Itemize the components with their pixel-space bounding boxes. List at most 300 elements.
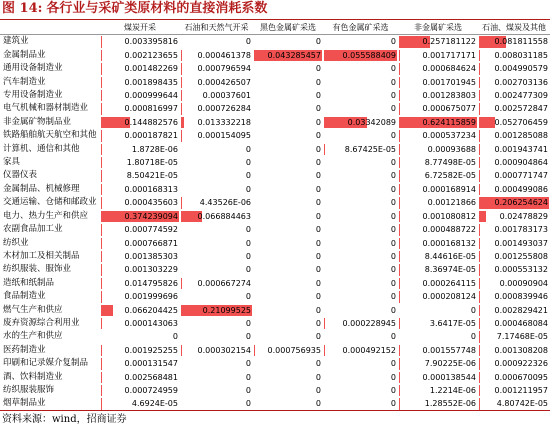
data-bar — [101, 130, 102, 141]
table-cell — [398, 263, 478, 276]
data-bar — [399, 251, 400, 262]
column-header: 石油、煤炭及其他 — [478, 21, 550, 35]
cell-value: 0 — [315, 144, 321, 154]
row-label: 纺织服装、服饰业 — [3, 264, 72, 275]
data-bar — [479, 238, 480, 249]
table-cell — [180, 304, 253, 317]
table-cell — [100, 237, 180, 250]
cell-value: 1.8728E-06 — [131, 144, 178, 154]
cell-value: 8.50421E-05 — [126, 171, 178, 181]
cell-value: 7.90225E-06 — [424, 359, 476, 369]
cell-value: 0 — [315, 359, 321, 369]
table-cell — [398, 62, 478, 75]
source-rule — [0, 410, 550, 411]
table-cell — [180, 384, 253, 397]
table-cell — [398, 371, 478, 384]
table-cell — [323, 89, 398, 102]
table-row — [0, 237, 550, 250]
cell-value: 0 — [390, 104, 396, 114]
table-row — [0, 263, 550, 276]
table-cell — [398, 35, 478, 49]
table-row — [0, 129, 550, 142]
table-cell — [398, 183, 478, 196]
cell-value: 0.000488722 — [422, 225, 476, 235]
cell-value: 0 — [390, 91, 396, 101]
data-bar — [399, 278, 400, 289]
cell-value: 3.6417E-05 — [429, 318, 476, 328]
row-label: 烟草制品业 — [3, 398, 46, 409]
table-cell — [100, 169, 180, 182]
cell-value: 0 — [315, 399, 321, 409]
cell-value: 0 — [315, 225, 321, 235]
data-bar — [181, 90, 182, 101]
cell-value: 0.000537234 — [422, 131, 476, 141]
data-bar — [181, 117, 184, 128]
cell-value: 0.000168313 — [124, 184, 178, 194]
data-bar — [101, 318, 102, 329]
table-row — [0, 290, 550, 303]
table-cell — [323, 49, 398, 62]
row-label: 医药制造业 — [3, 344, 46, 355]
table-cell — [323, 156, 398, 169]
table-cell — [398, 397, 478, 410]
table-cell — [478, 183, 550, 196]
cell-value: 0 — [315, 278, 321, 288]
data-bar — [479, 385, 480, 396]
cell-value: 0.00121866 — [427, 198, 476, 208]
table-cell — [253, 156, 323, 169]
data-bar — [479, 63, 480, 74]
data-bar — [479, 130, 480, 141]
table-cell — [180, 183, 253, 196]
cell-value: 0.013332218 — [197, 117, 251, 127]
cell-value: 0 — [390, 372, 396, 382]
table-cell — [180, 210, 253, 223]
column-header: 煤炭开采 — [100, 21, 180, 35]
data-bar — [324, 345, 325, 356]
table-row — [0, 35, 550, 49]
table-cell — [398, 277, 478, 290]
table-cell — [253, 183, 323, 196]
table-row — [0, 183, 550, 196]
row-label: 印刷和记录媒介复制品 — [3, 358, 89, 369]
figure-title-text: 各行业与采矿类原材料的直接消耗系数 — [46, 1, 268, 16]
cell-value: 0.066204425 — [124, 305, 178, 315]
data-bar — [399, 90, 400, 101]
table-row — [0, 89, 550, 102]
cell-value: 0.001285088 — [494, 131, 548, 141]
cell-value: 0 — [390, 292, 396, 302]
data-bar — [181, 130, 182, 141]
cell-value: 0.001303229 — [124, 265, 178, 275]
table-cell — [180, 237, 253, 250]
table-row — [0, 49, 550, 62]
cell-value: 0.001255808 — [494, 251, 548, 261]
cell-value: 0.21099525 — [202, 305, 251, 315]
data-bar — [479, 224, 480, 235]
table-row — [0, 196, 550, 209]
cell-value: 8.67425E-05 — [344, 144, 396, 154]
table-cell — [323, 330, 398, 343]
cell-value: 0.144882576 — [124, 117, 178, 127]
table-row — [0, 317, 550, 330]
table-cell — [478, 384, 550, 397]
table-row — [0, 250, 550, 263]
cell-value: 0.081811558 — [494, 37, 548, 47]
table-cell — [253, 263, 323, 276]
cell-value: 0.000766871 — [124, 238, 178, 248]
data-bar — [479, 50, 480, 61]
cell-value: 1.80718E-05 — [126, 158, 178, 168]
cell-value: 0 — [470, 332, 476, 342]
row-label: 金属制品业 — [3, 49, 46, 60]
cell-value: 0.000492152 — [342, 345, 396, 355]
table-cell — [478, 304, 550, 317]
table-cell — [323, 210, 398, 223]
data-bar — [101, 278, 102, 289]
table-cell — [398, 344, 478, 357]
cell-value: 0.001493037 — [494, 238, 548, 248]
cell-value: 0.000904864 — [494, 158, 548, 168]
cell-value: 0 — [245, 385, 251, 395]
table-cell — [180, 250, 253, 263]
cell-value: 0.008031185 — [494, 50, 548, 60]
table-cell — [323, 237, 398, 250]
cell-value: 0.00090904 — [499, 278, 548, 288]
table-cell — [100, 290, 180, 303]
data-bar — [101, 184, 102, 195]
data-bar — [479, 90, 480, 101]
table-cell — [478, 277, 550, 290]
data-bar — [101, 197, 102, 208]
table-cell — [323, 76, 398, 89]
table-cell — [478, 371, 550, 384]
table-cell — [180, 116, 253, 129]
figure-title — [0, 0, 550, 18]
table-cell — [253, 196, 323, 209]
table-cell — [323, 196, 398, 209]
table-cell — [253, 290, 323, 303]
table-cell — [100, 357, 180, 370]
cell-value: 0 — [390, 399, 396, 409]
table-cell — [478, 76, 550, 89]
table-cell — [478, 290, 550, 303]
cell-value: 0.001943741 — [494, 144, 548, 154]
cell-value: 0 — [245, 292, 251, 302]
table-cell — [100, 183, 180, 196]
data-bar — [399, 157, 400, 168]
table-cell — [398, 250, 478, 263]
table-cell — [478, 317, 550, 330]
cell-value: 0.000435603 — [124, 198, 178, 208]
row-label: 交通运输、仓储和邮政业 — [3, 197, 97, 208]
data-bar — [479, 305, 480, 316]
table-cell — [100, 330, 180, 343]
cell-value: 0 — [315, 158, 321, 168]
table-cell — [100, 76, 180, 89]
table-cell — [100, 304, 180, 317]
data-bar — [399, 385, 400, 396]
table-cell — [253, 304, 323, 317]
data-bar — [181, 77, 182, 88]
cell-value: 0.014795826 — [124, 278, 178, 288]
cell-value: 0 — [390, 238, 396, 248]
cell-value: 0.002703136 — [494, 77, 548, 87]
table-cell — [180, 89, 253, 102]
data-bar — [101, 291, 102, 302]
table-cell — [253, 277, 323, 290]
data-bar — [479, 318, 480, 329]
cell-value: 0.000724959 — [124, 385, 178, 395]
table-row — [0, 371, 550, 384]
cell-value: 0.000922326 — [494, 359, 548, 369]
table-row — [0, 116, 550, 129]
table-cell — [253, 169, 323, 182]
table-cell — [253, 384, 323, 397]
table-cell — [253, 35, 323, 49]
cell-value: 0.001557748 — [422, 345, 476, 355]
data-bar — [399, 77, 400, 88]
table-row — [0, 357, 550, 370]
table-cell — [253, 76, 323, 89]
cell-value: 0.001080812 — [422, 211, 476, 221]
table-cell — [180, 143, 253, 156]
coefficient-table — [0, 21, 550, 411]
table-cell — [100, 116, 180, 129]
data-bar — [399, 130, 400, 141]
table-cell — [253, 250, 323, 263]
table-cell — [180, 62, 253, 75]
cell-value: 0 — [315, 292, 321, 302]
table-cell — [398, 143, 478, 156]
table-cell — [398, 169, 478, 182]
table-row — [0, 143, 550, 156]
data-bar — [101, 90, 102, 101]
row-label: 水的生产和供应 — [3, 331, 63, 342]
data-bar — [101, 372, 102, 383]
data-bar — [254, 345, 255, 356]
cell-value: 0.001211957 — [494, 385, 548, 395]
cell-value: 0.000228945 — [342, 318, 396, 328]
cell-value: 0 — [390, 211, 396, 221]
data-bar — [479, 211, 486, 222]
cell-value: 0.000670095 — [494, 372, 548, 382]
cell-value: 0.000264115 — [422, 278, 476, 288]
table-cell — [180, 129, 253, 142]
row-label: 非金属矿物制品业 — [3, 116, 72, 127]
data-bar — [399, 144, 400, 155]
table-cell — [253, 357, 323, 370]
cell-value: 0.000756935 — [267, 345, 321, 355]
table-row — [0, 304, 550, 317]
table-cell — [398, 76, 478, 89]
column-header: 石油和天然气开采 — [180, 21, 253, 35]
table-cell — [478, 169, 550, 182]
data-bar — [399, 170, 400, 181]
data-bar — [479, 144, 480, 155]
table-cell — [478, 156, 550, 169]
table-cell — [253, 116, 323, 129]
cell-value: 0 — [390, 158, 396, 168]
table-cell — [478, 102, 550, 115]
cell-value: 0 — [245, 359, 251, 369]
table-cell — [253, 397, 323, 410]
table-cell — [323, 116, 398, 129]
cell-value: 0 — [315, 131, 321, 141]
cell-value: 0.000816997 — [124, 104, 178, 114]
cell-value: 0.257181122 — [422, 37, 476, 47]
table-cell — [180, 196, 253, 209]
data-bar — [101, 224, 102, 235]
data-bar — [181, 103, 182, 114]
data-bar — [399, 197, 400, 208]
cell-value: 0.000461378 — [197, 50, 251, 60]
cell-value: 0 — [245, 372, 251, 382]
row-label: 木材加工及相关制品 — [3, 250, 80, 261]
cell-value: 0 — [315, 64, 321, 74]
cell-value: 0 — [315, 332, 321, 342]
row-label: 酒、饮料制造业 — [3, 371, 63, 382]
data-bar — [399, 184, 400, 195]
table-cell — [323, 304, 398, 317]
row-label: 废弃资源综合利用业 — [3, 317, 80, 328]
table-cell — [253, 330, 323, 343]
cell-value: 0.001999696 — [124, 292, 178, 302]
table-cell — [253, 317, 323, 330]
data-bar — [479, 278, 480, 289]
row-label: 纺织服装服饰 — [3, 384, 55, 395]
table-cell — [478, 223, 550, 236]
column-header: 非金属矿采选 — [398, 21, 478, 35]
cell-value: 0.001385303 — [124, 251, 178, 261]
cell-value: 0.001482269 — [124, 64, 178, 74]
cell-value: 8.44616E-05 — [424, 251, 476, 261]
cell-value: 0.000771747 — [494, 171, 548, 181]
cell-value: 0 — [315, 171, 321, 181]
cell-value: 0 — [390, 171, 396, 181]
data-bar — [101, 358, 102, 369]
cell-value: 0 — [245, 158, 251, 168]
cell-value: 0 — [315, 104, 321, 114]
data-bar — [101, 77, 102, 88]
data-bar — [101, 50, 102, 61]
table-cell — [323, 102, 398, 115]
column-header: 黑色金属矿采选 — [253, 21, 323, 35]
table-cell — [253, 223, 323, 236]
cell-value: 1.28552E-06 — [424, 399, 476, 409]
cell-value: 0 — [245, 37, 251, 47]
data-bar — [399, 238, 400, 249]
title-rule — [0, 19, 550, 20]
cell-value: 0.001308208 — [494, 345, 548, 355]
cell-value: 0 — [315, 198, 321, 208]
table-cell — [478, 250, 550, 263]
cell-value: 0 — [315, 91, 321, 101]
table-cell — [323, 397, 398, 410]
cell-value: 0 — [390, 359, 396, 369]
table-body — [0, 35, 550, 411]
cell-value: 0.000208124 — [422, 292, 476, 302]
cell-value: 0 — [172, 332, 178, 342]
cell-value: 0 — [245, 332, 251, 342]
row-label: 计算机、通信和其他 — [3, 143, 80, 154]
table-cell — [478, 344, 550, 357]
data-bar — [101, 103, 102, 114]
data-bar — [399, 63, 400, 74]
table-cell — [253, 102, 323, 115]
table-cell — [398, 196, 478, 209]
data-bar — [399, 103, 400, 114]
cell-value: 0.003395816 — [124, 37, 178, 47]
cell-value: 0.000138544 — [422, 372, 476, 382]
data-bar — [101, 251, 102, 262]
row-label: 专用设备制造业 — [3, 90, 63, 101]
cell-value: 8.77498E-05 — [424, 158, 476, 168]
cell-value: 0 — [390, 184, 396, 194]
data-bar — [399, 398, 400, 409]
data-bar — [324, 144, 325, 155]
row-label: 食品制造业 — [3, 291, 46, 302]
row-label: 燃气生产和供应 — [3, 304, 63, 315]
table-cell — [478, 330, 550, 343]
cell-value: 0.001898435 — [124, 77, 178, 87]
cell-value: 0 — [245, 238, 251, 248]
cell-value: 0.00037601 — [202, 91, 251, 101]
table-cell — [323, 263, 398, 276]
cell-value: 0.055588409 — [342, 50, 396, 60]
cell-value: 0.000684624 — [422, 64, 476, 74]
data-bar — [479, 77, 480, 88]
table-cell — [478, 196, 550, 209]
cell-value: 0.374239094 — [124, 211, 178, 221]
table-cell — [100, 371, 180, 384]
table-cell — [398, 357, 478, 370]
table-cell — [180, 357, 253, 370]
cell-value: 0.002572847 — [494, 104, 548, 114]
data-bar — [181, 63, 182, 74]
data-bar — [101, 63, 102, 74]
table-cell — [323, 169, 398, 182]
table-cell — [398, 116, 478, 129]
data-bar — [399, 318, 400, 329]
table-cell — [398, 304, 478, 317]
row-label: 仪器仪表 — [3, 170, 38, 181]
table-cell — [253, 129, 323, 142]
table-row — [0, 330, 550, 343]
data-bar — [399, 345, 400, 356]
table-cell — [100, 397, 180, 410]
cell-value: 0 — [390, 265, 396, 275]
table-cell — [478, 210, 550, 223]
table-cell — [180, 371, 253, 384]
table-cell — [253, 237, 323, 250]
table-cell — [100, 384, 180, 397]
table-cell — [478, 62, 550, 75]
table-cell — [253, 344, 323, 357]
data-bar — [399, 291, 400, 302]
data-bar — [479, 103, 480, 114]
table-cell — [323, 143, 398, 156]
table-cell — [478, 237, 550, 250]
data-bar — [399, 224, 400, 235]
table-cell — [323, 384, 398, 397]
table-cell — [100, 129, 180, 142]
cell-value: 0.000154095 — [197, 131, 251, 141]
table-cell — [323, 277, 398, 290]
cell-value: 0 — [315, 318, 321, 328]
cell-value: 0 — [390, 77, 396, 87]
table-cell — [323, 129, 398, 142]
